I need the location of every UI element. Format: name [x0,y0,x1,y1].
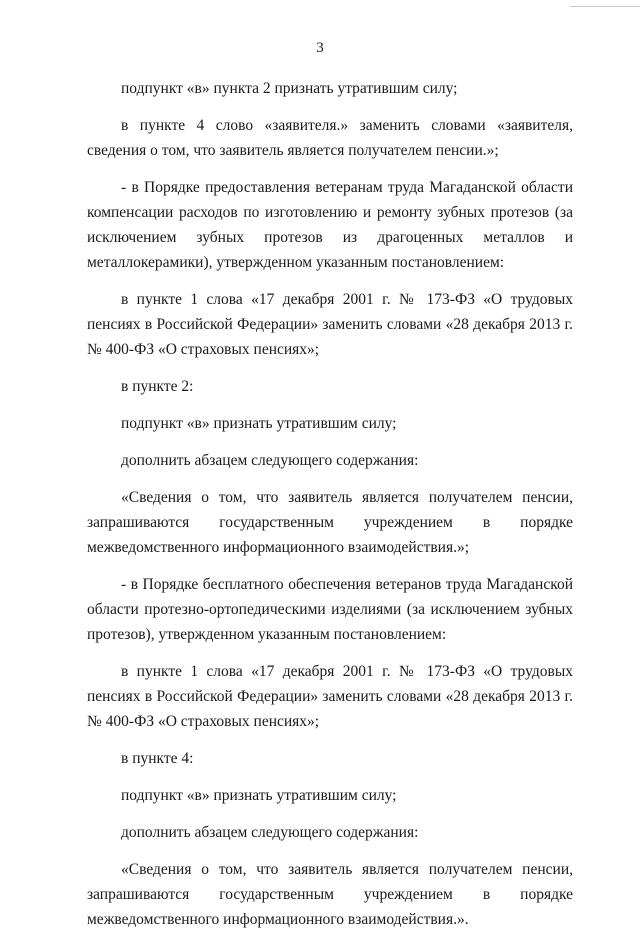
paragraph: в пункте 1 слова «17 декабря 2001 г. № 173-ФЗ «О трудовых пенсиях в Российской Федерации» заменить словами «28 декабря 2013 г. № 400-ФЗ «О страховых пенсиях»; [87,663,573,730]
document-body [87,76,573,932]
paragraph: - в Порядке бесплатного обеспечения ветеранов труда Магаданской области протезно-ортопедическими изделиями (за исключением зубных протезов), утвержденном указанным постановлением: [87,576,573,643]
paragraph: подпункт «в» пункта 2 признать утратившим силу; [121,80,458,97]
paragraph: в пункте 2: [121,378,194,395]
paragraph: подпункт «в» признать утратившим силу; [121,787,397,804]
scan-edge-mark [570,6,640,7]
paragraph: в пункте 1 слова «17 декабря 2001 г. № 173-ФЗ «О трудовых пенсиях в Российской Федерации» заменить словами «28 декабря 2013 г. № 400-ФЗ «О страховых пенсиях»; [87,291,573,358]
paragraph: - в Порядке предоставления ветеранам труда Магаданской области компенсации расходов по изготовлению и ремонту зубных протезов (за исключением зубных протезов из драгоценных металлов и металлокерамики), утвержденном указанным постановлением: [87,179,573,271]
paragraph: в пункте 4 слово «заявителя.» заменить словами «заявителя, сведения о том, что заявитель является получателем пенсии.»; [87,117,573,159]
paragraph: «Сведения о том, что заявитель является получателем пенсии, запрашиваются государственным учреждением в порядке межведомственного информационного взаимодействия.»; [87,489,573,556]
paragraph: в пункте 4: [121,750,194,767]
page-number: 3 [316,40,324,56]
paragraph: дополнить абзацем следующего содержания: [121,452,419,469]
paragraph: подпункт «в» признать утратившим силу; [121,415,397,432]
paragraph: «Сведения о том, что заявитель является получателем пенсии, запрашиваются государственным учреждением в порядке межведомственного информационного взаимодействия.». [87,861,573,928]
paragraph: дополнить абзацем следующего содержания: [121,824,419,841]
